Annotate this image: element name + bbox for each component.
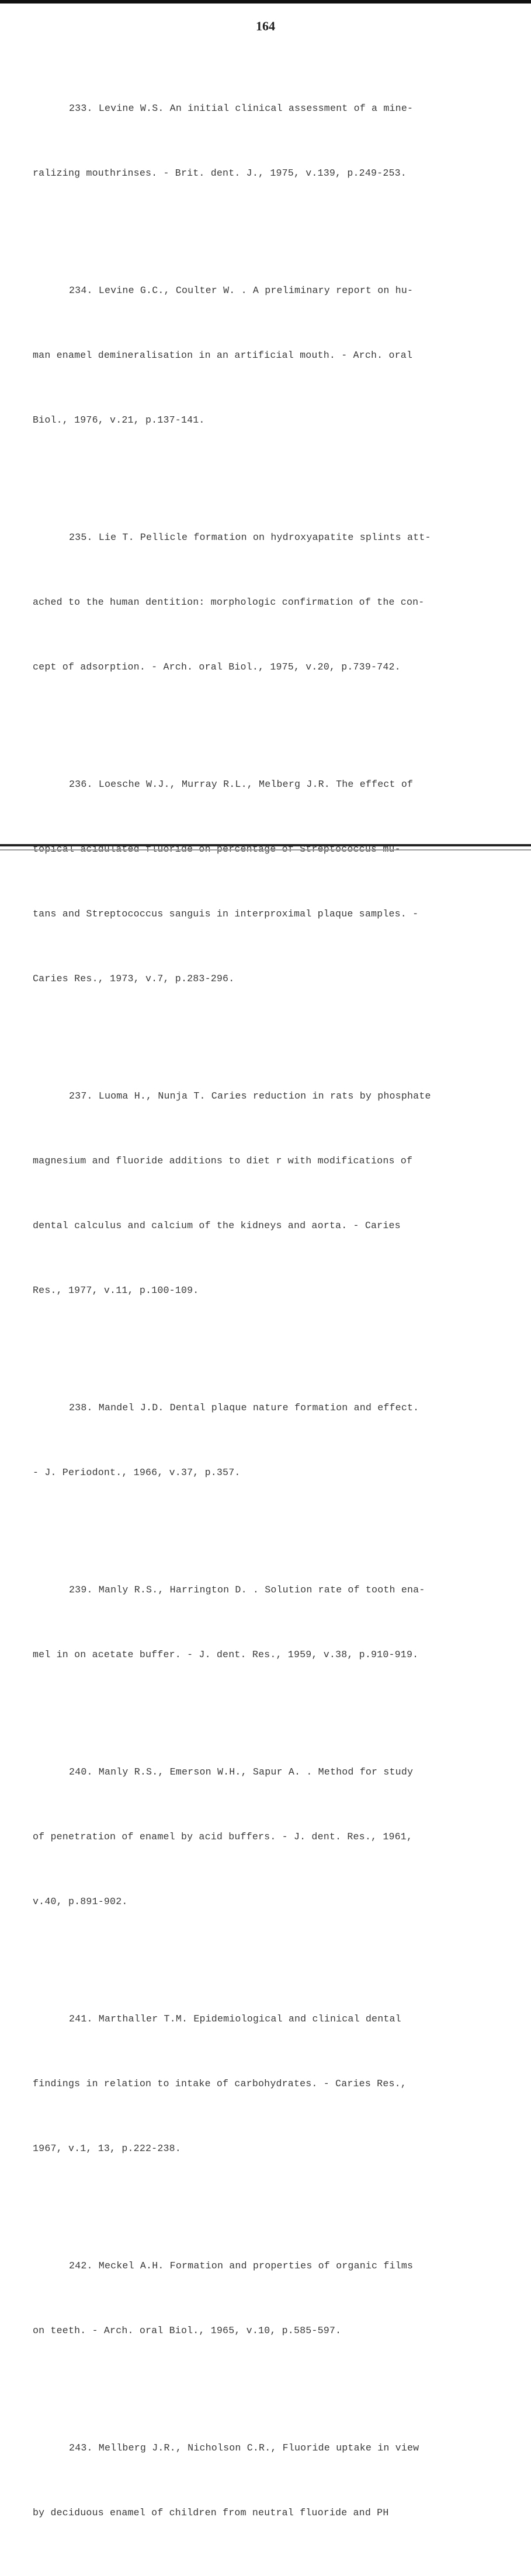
- reference-line: 233. Levine W.S. An initial clinical assessment of a mine-: [69, 103, 414, 114]
- page-number: 164: [256, 19, 275, 33]
- reference-line: by deciduous enamel of children from neutral fluoride and PH: [33, 2507, 389, 2518]
- reference-line: man enamel demineralisation in an artificial mouth. - Arch. oral: [33, 350, 413, 361]
- reference-line: 241. Marthaller T.M. Epidemiological and clinical dental: [69, 2013, 401, 2024]
- reference-line: Biol., 1976, v.21, p.137-141.: [33, 414, 205, 426]
- reference-line: 243. Mellberg J.R., Nicholson C.R., Fluoride uptake in view: [69, 2442, 419, 2453]
- bottom-border-rule: [0, 844, 531, 846]
- reference-line: 242. Meckel A.H. Formation and properties of organic films: [69, 2260, 414, 2271]
- reference-line: ralizing mouthrinses. - Brit. dent. J., 1975, v.139, p.249-253.: [33, 168, 407, 179]
- reference-line: ached to the human dentition: morphologic confirmation of the con-: [33, 597, 425, 608]
- reference-line: on teeth. - Arch. oral Biol., 1965, v.10, p.585-597.: [33, 2325, 342, 2336]
- reference-entry: [33, 54, 518, 227]
- reference-line: 235. Lie T. Pellicle formation on hydroxyapatite splints att-: [69, 532, 431, 543]
- reference-line: cept of adsorption. - Arch. oral Biol., 1975, v.20, p.739-742.: [33, 661, 401, 672]
- reference-entry: [33, 730, 518, 1033]
- reference-line: Res., 1977, v.11, p.100-109.: [33, 1285, 199, 1296]
- reference-line: findings in relation to intake of carbohydrates. - Caries Res.,: [33, 2078, 407, 2089]
- reference-line: v.40, p.891-902.: [33, 1896, 128, 1907]
- reference-entry: [33, 2212, 518, 2385]
- reference-line: 238. Mandel J.D. Dental plaque nature formation and effect.: [69, 1402, 419, 1413]
- reference-line: 234. Levine G.C., Coulter W. . A preliminary report on hu-: [69, 285, 414, 296]
- reference-entry: [33, 1536, 518, 1709]
- reference-line: 239. Manly R.S., Harrington D. . Solution rate of tooth ena-: [69, 1584, 425, 1595]
- reference-list: [33, 54, 518, 2576]
- reference-line: of penetration of enamel by acid buffers. - J. dent. Res., 1961,: [33, 1831, 413, 1842]
- reference-entry: [33, 2394, 518, 2567]
- top-border-rule: [0, 0, 531, 4]
- reference-line: 236. Loesche W.J., Murray R.L., Melberg J.R. The effect of: [69, 779, 414, 790]
- reference-line: mel in on acetate buffer. - J. dent. Res., 1959, v.38, p.910-919.: [33, 1649, 419, 1660]
- reference-line: Caries Res., 1973, v.7, p.283-296.: [33, 973, 235, 984]
- reference-entry: [33, 1354, 518, 1526]
- reference-line: magnesium and fluoride additions to diet r with modifications of: [33, 1155, 413, 1166]
- reference-entry: [33, 236, 518, 474]
- reference-line: 1967, v.1, 13, p.222-238.: [33, 2143, 181, 2154]
- reference-entry: [33, 483, 518, 721]
- reference-line: dental calculus and calcium of the kidneys and aorta. - Caries: [33, 1220, 401, 1231]
- reference-line: 237. Luoma H., Nunja T. Caries reduction in rats by phosphate: [69, 1090, 431, 1101]
- reference-line: 240. Manly R.S., Emerson W.H., Sapur A. . Method for study: [69, 1766, 414, 1777]
- reference-entry: [33, 1718, 518, 1955]
- reference-line: - J. Periodont., 1966, v.37, p.357.: [33, 1467, 241, 1478]
- reference-entry: [33, 1965, 518, 2202]
- reference-entry: [33, 1042, 518, 1344]
- bottom-border-rule-faint: [0, 849, 531, 850]
- reference-line: tans and Streptococcus sanguis in interproximal plaque samples. -: [33, 908, 419, 919]
